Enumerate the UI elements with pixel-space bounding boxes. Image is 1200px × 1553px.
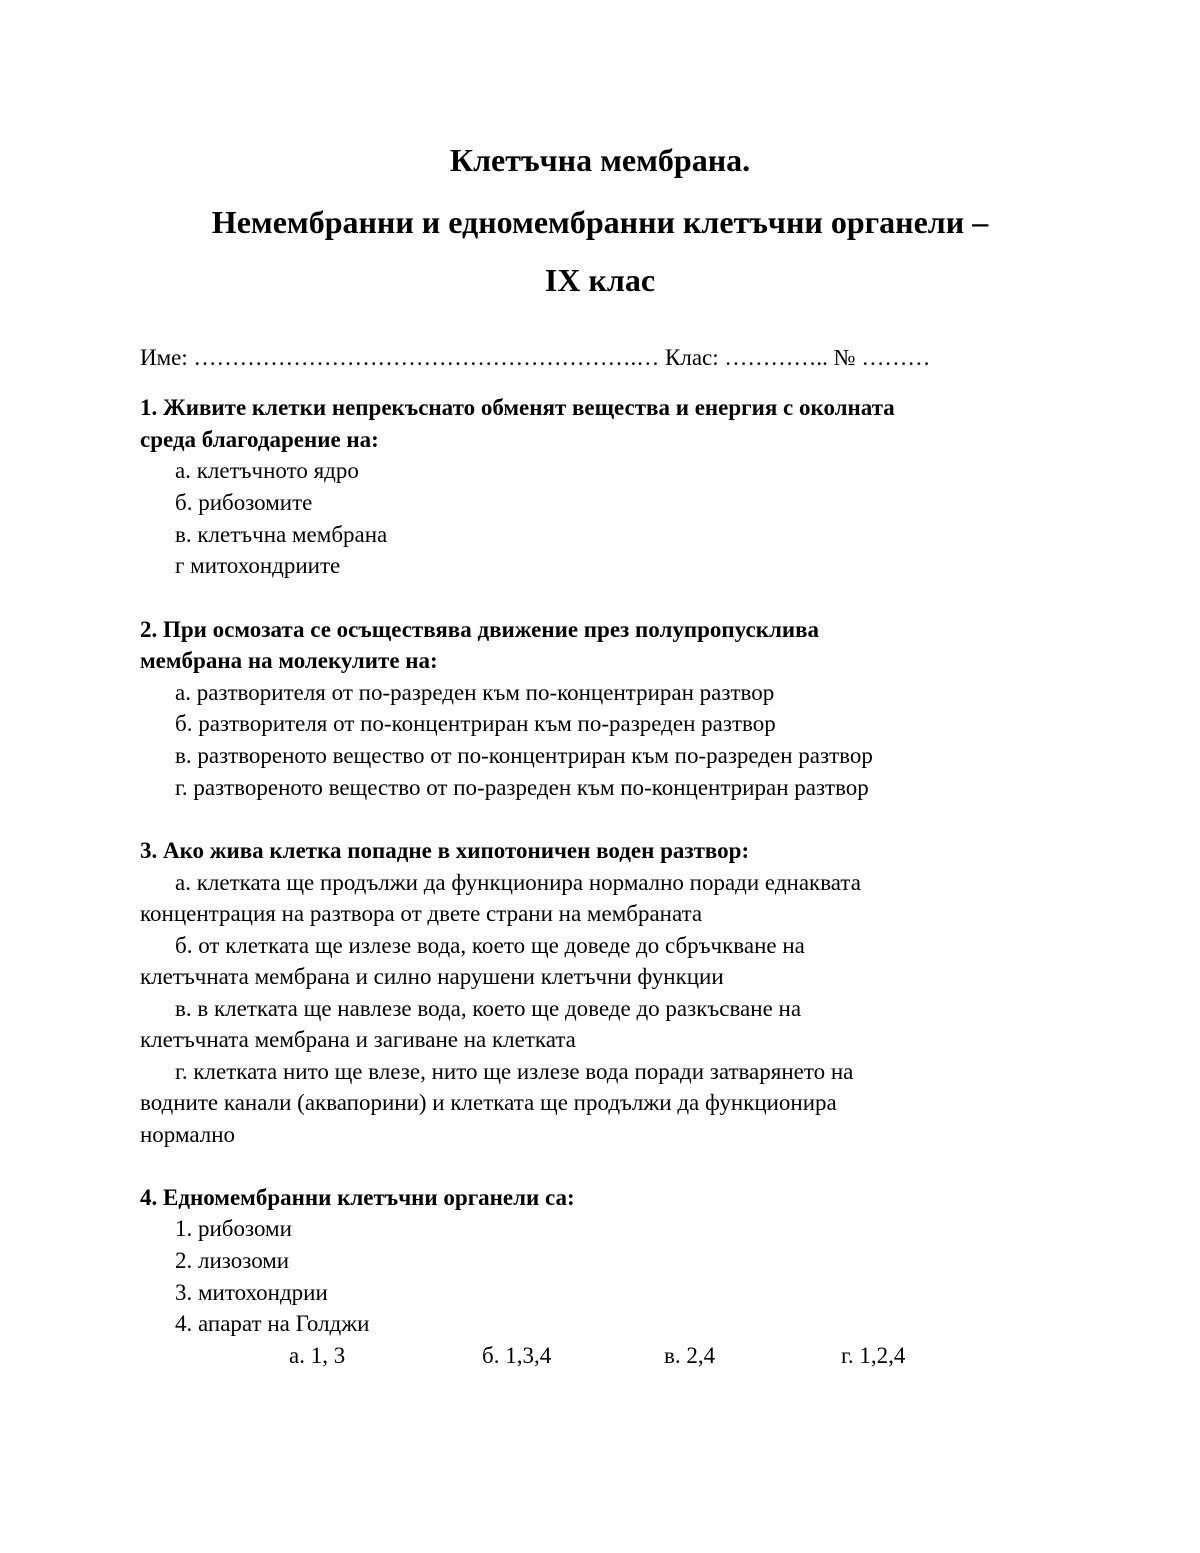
q3-option-d-line-1: г. клетката нито ще влезе, нито ще излезе вода поради затварянето на [175,1059,854,1084]
q4-answer-c: в. 2,4 [664,1343,716,1368]
q2-option-b: б. разтворителя от по-концентриран към по-разреден разтвор [175,711,776,736]
q1-option-b: б. рибозомите [175,490,313,515]
q1-option-d: г митохондриите [175,553,341,578]
q3-option-b-line-2: клетъчната мембрана и силно нарушени клетъчни функции [140,964,724,989]
q1-stem-line-1: 1. Живите клетки непрекъснато обменят вещества и енергия с околната [140,395,895,420]
q4-item-4: 4. апарат на Голджи [175,1311,370,1336]
q2-option-d: г. разтвореното вещество от по-разреден към по-концентриран разтвор [175,775,869,800]
title-line-1: Клетъчна мембрана. [449,142,751,178]
q2-stem-line-1: 2. При осмозата се осъществява движение през полупропусклива [140,617,820,642]
q3-option-b-line-1: б. от клетката ще излезе вода, което ще доведе до сбръчкване на [175,933,805,958]
q4-answer-a: а. 1, 3 [289,1343,346,1368]
q3-option-a-line-2: концентрация на разтвора от двете страни на мембраната [140,901,703,926]
q1-option-c: в. клетъчна мембрана [175,522,388,547]
q3-option-a-line-1: а. клетката ще продължи да функционира нормално поради еднаквата [175,870,861,895]
q2-option-c: в. разтвореното вещество от по-концентриран към по-разреден разтвор [175,743,873,768]
title-line-3: IX клас [544,262,656,298]
q2-option-a: а. разтворителя от по-разреден към по-концентриран разтвор [175,680,775,705]
q3-stem-line-1: 3. Ако жива клетка попадне в хипотоничен воден разтвор: [140,838,750,863]
q4-item-2: 2. лизозоми [175,1248,290,1273]
q4-answer-d: г. 1,2,4 [841,1343,906,1368]
title-line-2: Немембранни и едномембранни клетъчни органели – [211,204,989,240]
q4-item-3: 3. митохондрии [175,1280,328,1305]
student-info-line: Име: ………………………………………………….… Клас: ………….. № ……… [140,345,931,370]
q3-option-c-line-2: клетъчната мембрана и загиване на клетката [140,1027,576,1052]
q4-item-1: 1. рибозоми [175,1216,292,1241]
q3-option-c-line-1: в. в клетката ще навлезе вода, което ще доведе до разкъсване на [175,996,802,1021]
q1-stem-line-2: среда благодарение на: [140,427,379,452]
q3-option-d-line-2: водните канали (аквапорини) и клетката ще продължи да функционира [140,1090,837,1115]
q3-option-d-line-3: нормално [140,1122,236,1147]
q1-option-a: а. клетъчното ядро [175,458,359,483]
q4-answer-b: б. 1,3,4 [482,1343,552,1368]
q2-stem-line-2: мембрана на молекулите на: [140,648,438,673]
q4-stem-line-1: 4. Едномембранни клетъчни органели са: [140,1185,575,1210]
